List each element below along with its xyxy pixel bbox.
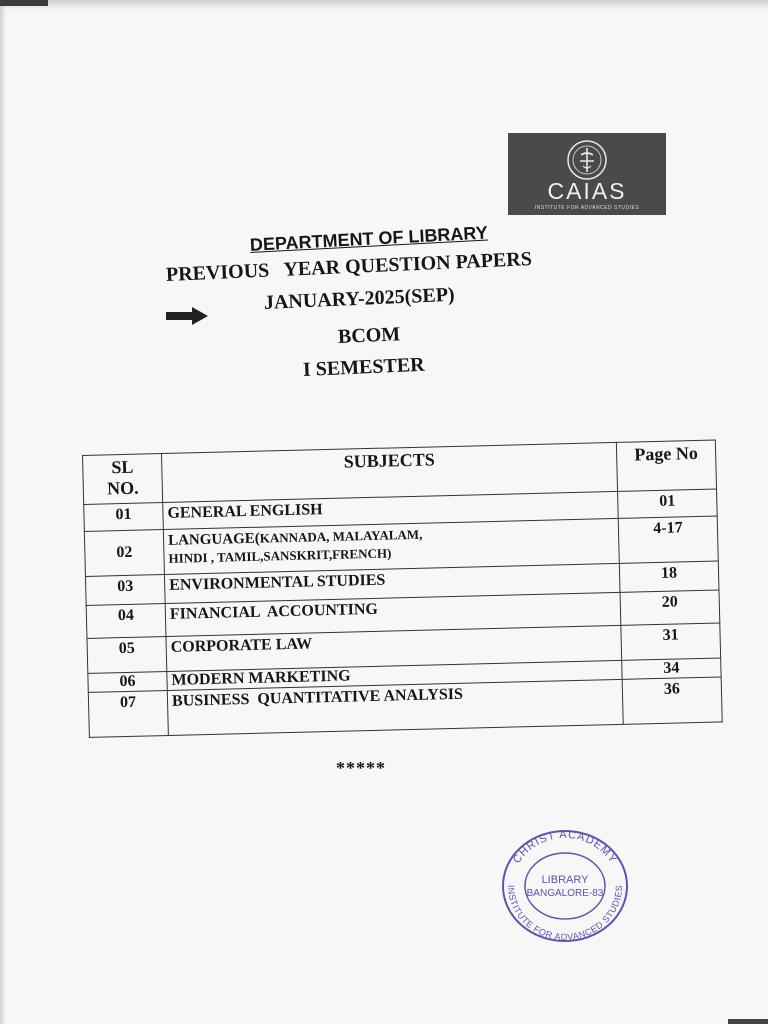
page-cell: 18 bbox=[619, 561, 719, 592]
svg-text:CHRIST ACADEMY bbox=[511, 829, 619, 866]
page-cell: 20 bbox=[620, 590, 720, 625]
stamp-city: BANGALORE-83 bbox=[526, 888, 604, 899]
page-cell: 01 bbox=[618, 489, 718, 518]
stamp-outer-bottom: INSTITUTE FOR ADVANCED STUDIES bbox=[505, 884, 625, 943]
page-cell: 4-17 bbox=[618, 516, 718, 563]
exam-session: JANUARY-2025(SEP) bbox=[263, 283, 456, 314]
logo-name: CAIAS bbox=[547, 178, 627, 204]
sl-cell: 06 bbox=[88, 671, 167, 692]
scan-edge-left bbox=[0, 0, 6, 1024]
page-title: PREVIOUS YEAR QUESTION PAPERS bbox=[165, 248, 533, 286]
subject-cell: MODERN MARKETING bbox=[167, 660, 622, 690]
subject-cell: FINANCIAL ACCOUNTING bbox=[165, 592, 621, 636]
scan-mark bbox=[0, 0, 48, 6]
end-stars: ***** bbox=[336, 758, 386, 778]
stamp-library: LIBRARY bbox=[541, 874, 589, 886]
sl-cell: 05 bbox=[87, 637, 167, 674]
sl-cell: 04 bbox=[86, 604, 166, 639]
subject-cell: ENVIRONMENTAL STUDIES bbox=[164, 563, 620, 603]
stamp-outer-top: CHRIST ACADEMY bbox=[510, 828, 620, 866]
header-subjects: SUBJECTS bbox=[161, 442, 617, 502]
subject-cell: CORPORATE LAW bbox=[166, 625, 622, 671]
page-cell: 34 bbox=[622, 658, 721, 679]
subject-cell: LANGUAGE(KANNADA, MALAYALAM, HINDI , TAMIL,SANSKRIT,FRENCH) bbox=[163, 518, 619, 574]
header-sl-no: SL NO. bbox=[83, 454, 163, 505]
sl-cell: 03 bbox=[85, 575, 165, 606]
semester-label: I SEMESTER bbox=[302, 353, 426, 381]
header-page-no: Page No bbox=[616, 440, 716, 491]
right-arrow-icon bbox=[166, 306, 208, 326]
emblem-icon bbox=[565, 139, 609, 181]
scan-mark bbox=[728, 1019, 768, 1024]
sl-cell: 02 bbox=[84, 530, 164, 577]
subjects-table bbox=[82, 440, 723, 738]
page-cell: 36 bbox=[622, 677, 722, 724]
sl-cell: 07 bbox=[88, 690, 168, 737]
subject-cell: GENERAL ENGLISH bbox=[163, 491, 619, 529]
library-stamp bbox=[500, 828, 630, 944]
logo-tagline: INSTITUTE FOR ADVANCED STUDIES bbox=[534, 205, 640, 211]
caias-logo bbox=[508, 133, 666, 215]
department-heading: DEPARTMENT OF LIBRARY bbox=[249, 222, 489, 255]
sl-cell: 01 bbox=[84, 503, 164, 532]
page-cell: 31 bbox=[621, 623, 721, 660]
scan-edge-top bbox=[0, 0, 768, 10]
course-name: BCOM bbox=[337, 323, 401, 348]
subject-cell: BUSINESS QUANTITATIVE ANALYSIS bbox=[167, 679, 623, 735]
